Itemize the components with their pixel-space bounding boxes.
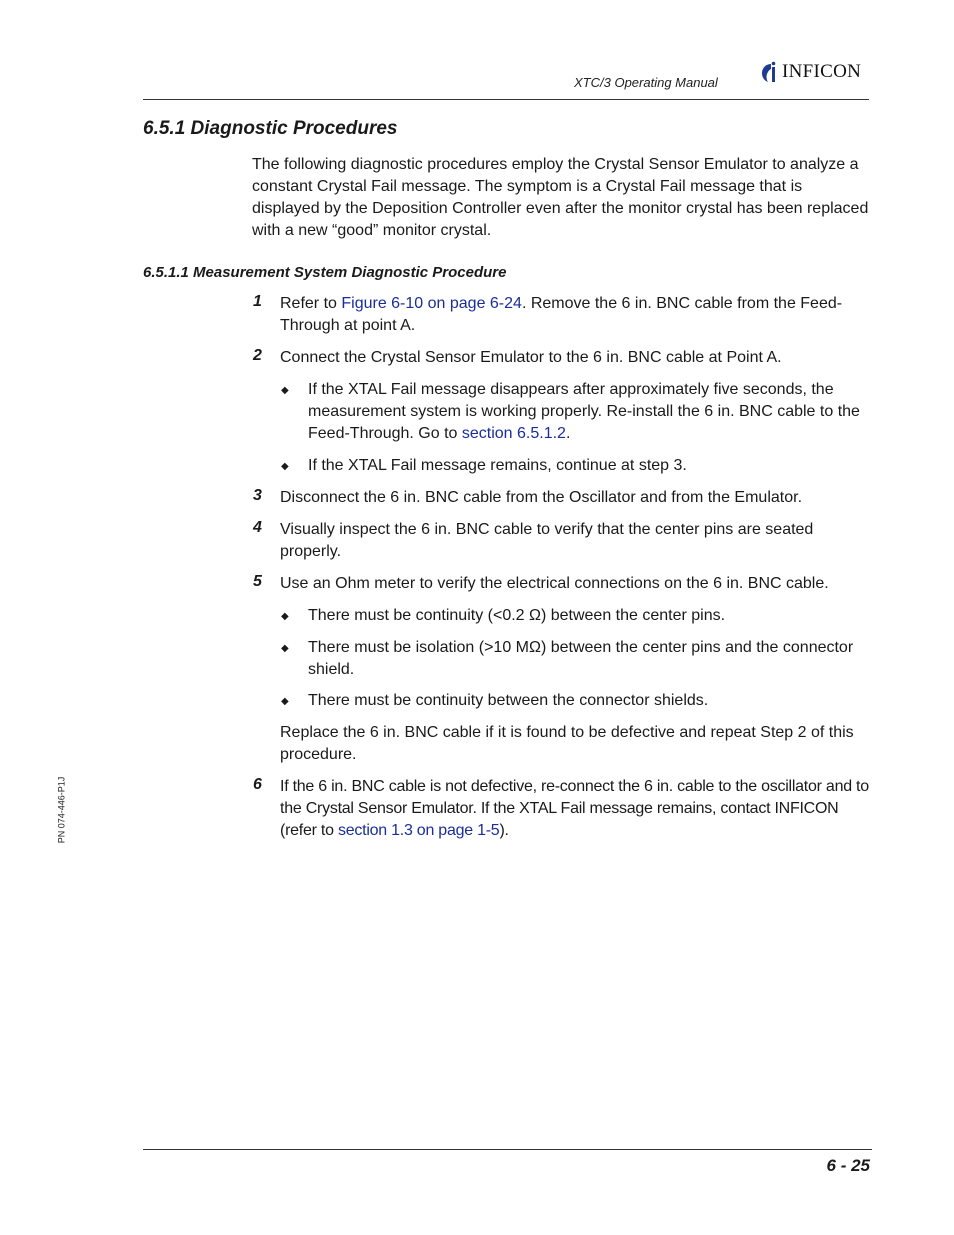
step-text: Use an Ohm meter to verify the electrical connections on the 6 in. BNC cable. xyxy=(280,575,829,592)
intro-paragraph: The following diagnostic procedures employ the Crystal Sensor Emulator to analyze a constant Crystal Fail message. The symptom is a Crystal Fail message that is displayed by the Deposition Controller even after the monitor crystal has been replaced with a new “good” monitor crystal. xyxy=(252,156,869,239)
step-text: If the 6 in. BNC cable is not defective, re-connect the 6 in. cable to the oscillator and to the Crystal Sensor Emulator. If the XTAL Fail message remains, contact INFICON (refer to section 1.3 on page 1-5). xyxy=(280,778,869,839)
section-link[interactable]: section 1.3 on page 1-5 xyxy=(337,822,500,839)
step-text: Visually inspect the 6 in. BNC cable to verify that the center pins are seated properly. xyxy=(280,521,814,560)
step-number: 4 xyxy=(253,519,262,536)
part-number: PN 074-446-P1J xyxy=(56,776,67,844)
bullet-text: There must be continuity between the connector shields. xyxy=(308,692,709,709)
header-rule xyxy=(143,99,869,100)
section-link[interactable]: section 6.5.1.2 xyxy=(461,425,566,442)
manual-title: XTC/3 Operating Manual xyxy=(574,75,718,90)
figure-link[interactable]: Figure 6-10 on page 6-24 xyxy=(341,295,522,312)
step-number: 5 xyxy=(253,573,262,590)
step-text: Refer to Figure 6-10 on page 6-24. Remove the 6 in. BNC cable from the Feed-Through at point A. xyxy=(280,295,843,334)
step-text: Disconnect the 6 in. BNC cable from the Oscillator and from the Emulator. xyxy=(280,489,803,506)
inficon-logo xyxy=(760,60,861,84)
subsection-title: 6.5.1.1 Measurement System Diagnostic Procedure xyxy=(143,264,507,281)
bullet-text: If the XTAL Fail message remains, continue at step 3. xyxy=(308,457,687,474)
diamond-bullet-icon: ◆ xyxy=(281,611,289,622)
bullet-text: There must be isolation (>10 MΩ) between the center pins and the connector shield. xyxy=(308,639,854,678)
step-number: 2 xyxy=(253,347,262,364)
step-number: 3 xyxy=(253,487,262,504)
diamond-bullet-icon: ◆ xyxy=(281,643,289,654)
footer-rule xyxy=(143,1149,872,1150)
step-note: Replace the 6 in. BNC cable if it is found to be defective and repeat Step 2 of this procedure. xyxy=(280,724,854,763)
diamond-bullet-icon: ◆ xyxy=(281,461,289,472)
diamond-bullet-icon: ◆ xyxy=(281,696,289,707)
page-number: 6 - 25 xyxy=(826,1156,870,1175)
step-number: 1 xyxy=(253,293,262,310)
logo-mark-icon xyxy=(760,61,780,83)
bullet-text: If the XTAL Fail message disappears after approximately five seconds, the measurement system is working properly. Re-install the 6 in. BNC cable to the Feed-Through. Go to section 6.5.1.2. xyxy=(308,381,860,442)
diamond-bullet-icon: ◆ xyxy=(281,385,289,396)
step-text: Connect the Crystal Sensor Emulator to the 6 in. BNC cable at Point A. xyxy=(280,349,782,366)
logo-text: INFICON xyxy=(782,61,862,82)
bullet-text: There must be continuity (<0.2 Ω) between the center pins. xyxy=(308,607,726,624)
section-title: 6.5.1 Diagnostic Procedures xyxy=(143,118,398,139)
step-number: 6 xyxy=(253,776,262,793)
